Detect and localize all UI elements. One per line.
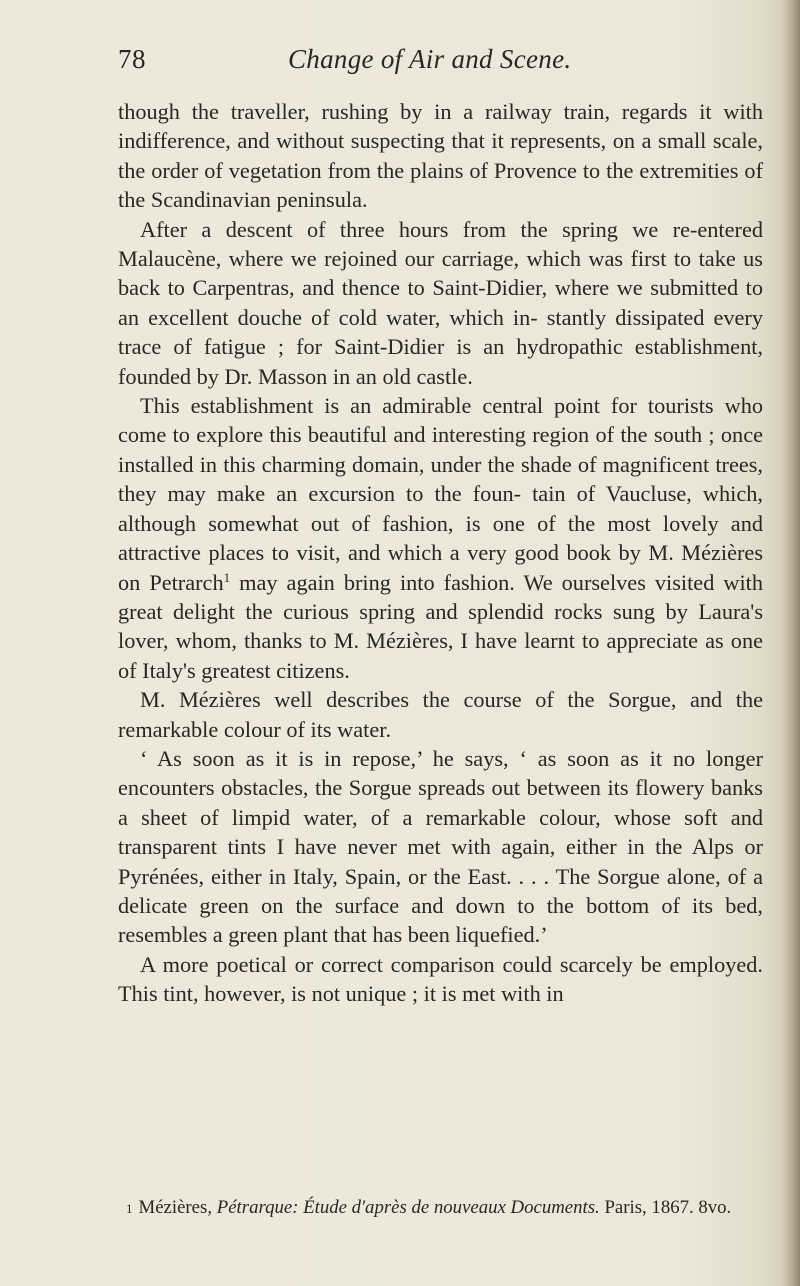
paragraph-establishment	[118, 391, 763, 685]
footnote-title: Pétrarque: Étude d'après de nouveaux Documents.	[216, 1197, 600, 1218]
running-title: Change of Air and Scene.	[288, 44, 572, 74]
paragraph-quotation: ‘ As soon as it is in repose,’ he says, ‘ as soon as it no longer encounters obstacles, the Sorgue spreads out between its flowery banks a sheet of limpid water, of a remarkable colour, whose soft and transparent tints I have never met with again, either in the Alps or Pyrénées, either in Italy, Spain, or the East. . . . The Sorgue alone, of a delicate green on the surface and down to the bottom of its bed, resembles a green plant that has been liquefied.’	[118, 745, 763, 948]
paragraph-comparison: A more poetical or correct comparison could scarcely be employed. This tint, however, is not unique ; it is met with in	[118, 951, 763, 1007]
paragraph-continuation: though the traveller, rushing by in a railway train, regards it with indifference, and without suspecting that it represents, on a small scale, the order of vegetation from the plains of Provence to the extremities of the Scandinavian peninsula.	[118, 99, 763, 213]
footnote	[118, 1195, 763, 1221]
paragraph-establishment-continued: may again bring into fashion. We ourselves visited with great delight the curious spring and splendid rocks sung by Laura's lover, whom, thanks to M. Mézières, I have learnt to appreciate as one of Italy's greatest citizens.	[118, 569, 764, 683]
footnote-mark: 1	[126, 1201, 133, 1216]
running-header	[118, 44, 758, 84]
footnote-imprint: Paris, 1867. 8vo.	[604, 1197, 732, 1218]
footnote-reference: 1	[223, 569, 231, 585]
page-number: 78	[118, 44, 146, 74]
paragraph-sorgue: M. Mézières well describes the course of the Sorgue, and the remarkable colour of its water.	[118, 687, 763, 742]
page-edge-shadow	[782, 0, 800, 1286]
paragraph-establishment-text: This establishment is an admirable central point for tourists who come to explore this beautiful and interesting region of the south ; once installed in this charming domain, under the shade of magnificent trees, they may make an excursion to the foun- tain of Vaucluse, which, although somewhat out of fashion, is one of the most lovely and attractive places to visit, and which a very good book by M. Mézières on Petrarch	[118, 393, 763, 595]
footnote-author: Mézières,	[138, 1197, 213, 1218]
body-text	[118, 97, 763, 1009]
paragraph-malaucene: After a descent of three hours from the spring we re-entered Malaucène, where we rejoined our carriage, which was first to take us back to Carpentras, and thence to Saint-Didier, where we submitted to an excellent douche of cold water, which in- stantly dissipated every trace of fatigue ; for Saint-Didier is an hydropathic establishment, founded by Dr. Masson in an old castle.	[118, 216, 763, 389]
